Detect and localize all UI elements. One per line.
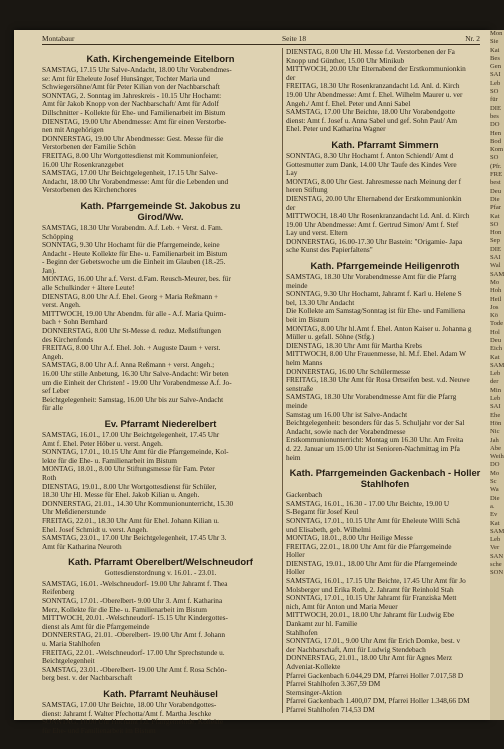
service-line: MONTAG, 8.00 Uhr hl.Amt f. Ehel. Anton Kaiser u. Johanna g — [286, 323, 472, 333]
service-line: der — [286, 202, 296, 212]
service-line: 19.00 Uhr Abendmesse: Amt f. Gertrud Simon/ Amt f. Stef — [286, 219, 459, 229]
service-text — [42, 66, 279, 195]
service-line: heim — [286, 452, 301, 462]
edge-fragment: SAI — [490, 403, 501, 411]
service-line: DONNERSTAG, 21.01., 18.00 Uhr Amt für Agnes Merz — [286, 653, 453, 663]
section-title — [42, 418, 279, 429]
service-line: SONNTAG, 17.01., 9.00 Uhr Amt für Erich Domke, best. v — [286, 636, 461, 646]
service-line: Verstorbenen des Kirchenchores — [42, 185, 137, 195]
edge-fragment: SAI — [490, 254, 501, 262]
service-line: SAMSTAG, 16.01., 17.00 Uhr Beichtgelegenheit, 17.45 Uhr — [42, 429, 220, 439]
edge-fragment: (Pfr. — [490, 162, 502, 170]
edge-fragment: DO — [490, 461, 500, 469]
section-title-line: Kath. Pfarrgemeinden Gackenbach - Holler — [289, 467, 481, 479]
edge-fragment: DO — [490, 121, 500, 129]
edge-fragment: der — [490, 378, 499, 386]
edge-fragment: Jos — [490, 303, 499, 311]
adjacent-page-edge — [490, 30, 504, 720]
section-title — [286, 467, 484, 489]
service-line: MITTWOCH, 20.00 Uhr Elternabend der Erstkommunionkin — [286, 64, 466, 74]
service-line: heren Stiftung — [286, 185, 328, 195]
service-line: Andacht, 18.00 Uhr Vorabendmesse: Amt für die Lebenden und — [42, 176, 229, 186]
section-title-line: Ev. Pfarramt Niederelbert — [104, 417, 217, 429]
edge-fragment: a. — [490, 502, 495, 510]
service-text — [286, 273, 484, 462]
service-line: FREITAG, 8.00 Uhr Wortgottesdienst mit Kommunionfeier, — [42, 150, 218, 160]
service-line: DIENSTAG, 19.00 Uhr Abendmesse: Amt für einen Verstorbe- — [42, 116, 227, 126]
service-line: Molsberger und Erika Roth, 2. Jahramt für Reinhold Stah — [286, 584, 454, 594]
section-title-line: Stahlhofen — [360, 478, 410, 490]
edge-fragment: Nic — [490, 428, 500, 436]
edge-fragment: DIE — [490, 104, 501, 112]
parish-section — [42, 688, 279, 735]
parish-section — [42, 418, 279, 551]
edge-fragment: Heil — [490, 295, 502, 303]
service-line: Angeh./ Amt f. Ehel. Peter und Anni Sabel — [286, 98, 411, 108]
service-text — [42, 580, 279, 683]
edge-fragment: Die — [490, 494, 500, 502]
header-town: Montabaur — [42, 34, 75, 43]
service-line: senstraße — [286, 383, 314, 393]
service-line: SAMSTAG, 18.30 Uhr Vorabendm. A.f. Leb. + Verst. d. Fam. — [42, 222, 223, 232]
service-line: Angeh. — [42, 351, 64, 361]
edge-fragment: Kom — [490, 146, 504, 154]
service-line: DONNERSTAG, 16.00-17.30 Uhr Bastein: "Origamie- Japa — [286, 236, 463, 246]
service-line: dienst: Jahramt f. Walter Pfechotta/Amt f. Martha Jeschke — [42, 708, 212, 718]
service-line: Ehel. Josef Schmidt u. verst. Angeh. — [42, 524, 148, 534]
service-line: MONTAG, 16.00 Uhr a.f. Verst. d.Fam. Reusch-Meurer, bes. für — [42, 274, 231, 284]
section-title — [42, 556, 279, 567]
header-page-number: Seite 18 — [282, 34, 307, 43]
service-line: und Elisabeth, geb. Wilhelmi — [286, 524, 371, 534]
service-line: 18.30 Uhr Hl. Messe für Ehel. Jakob Kilian u. Angeh. — [42, 490, 200, 500]
service-line: DIENSTAG, 8.00 Uhr A.f. Ehel. Georg + Maria Reßmann + — [42, 291, 219, 301]
service-line: dienst als Amt für die Pfarrgemeinde — [42, 621, 150, 631]
service-line: Pfarrei Stahlhofen 714,53 DM — [286, 704, 375, 714]
section-title-line: Girod/Ww. — [137, 210, 184, 222]
page-header — [42, 33, 480, 45]
service-line: FREITAG, 18.30 Uhr Rosenkranzandacht l.d. Anl. d. Kirch — [286, 81, 460, 91]
service-line: SONNTAG, 8.30 Uhr Hochamt f. Anton Schiendl/ Amt d — [286, 150, 454, 160]
parish-section — [42, 53, 279, 195]
service-line: FREITAG, 18.30 Uhr Amt für Rosa Ortseifen best. v.d. Neuwe — [286, 375, 470, 385]
service-line: meinde — [286, 400, 308, 410]
service-line: FREITAG, 8.00 Uhr A.f. Ehel. Joh. + Auguste Daum + verst. — [42, 343, 221, 353]
edge-fragment: Hön — [490, 419, 502, 427]
parish-section — [286, 139, 484, 255]
service-line: MITTWOCH, 18.40 Uhr Rosenkranzandacht l.d. Anl. d. Kirch — [286, 211, 470, 221]
service-line: Uhr Meßdienerstunde — [42, 507, 106, 517]
service-line: Jan). — [42, 265, 56, 275]
service-line: SAMSTAG, 17.15 Uhr Salve-Andacht, 18.00 Uhr Vorabendmes- — [42, 65, 232, 74]
edge-fragment: Kai — [490, 46, 500, 54]
service-line: helm Manns — [286, 358, 323, 367]
service-line: beit im Bistum — [286, 315, 330, 325]
service-text — [286, 152, 484, 255]
section-title-line: Kath. Pfarramt Neuhäusel — [103, 688, 218, 699]
service-line: SAMSTAG, 8.00 Uhr A.f. Anna Reßmann + verst. Angeh.; — [42, 360, 215, 370]
service-line: MITTWOCH, 8.00 Uhr Frauenmesse, hl. M.f. Ehel. Adam W — [286, 349, 467, 359]
edge-fragment: sche — [490, 561, 502, 568]
parish-section — [42, 556, 279, 683]
edge-fragment: Deu — [490, 336, 501, 344]
service-line: Dankamt zur hl. Familie — [286, 619, 358, 629]
service-line: Holler — [286, 550, 305, 560]
service-line: FREITAG, 22.01., 18.30 Uhr Amt für Ehel. Johann Kilian u. — [42, 515, 219, 525]
edge-fragment: DIE — [490, 245, 501, 253]
service-line: MONTAG, 8.00 Uhr Gest. Jahresmesse nach Meinung der f — [286, 176, 462, 186]
service-line: Verstorbenen der Familie Schön — [42, 142, 136, 152]
section-title-line: Kath. Pfarramt Simmern — [331, 138, 439, 150]
edge-fragment: Jah — [490, 436, 499, 444]
service-line: d. 22. Januar um 15.00 Uhr ist Senioren-Nachmittag im Pfa — [286, 443, 460, 453]
edge-fragment: SO — [490, 88, 499, 96]
service-line: SAMSTAG, 17.00 Uhr Beichte, 18.00 Uhr Vorabendgotte — [286, 107, 455, 117]
edge-fragment: bes — [490, 112, 499, 120]
service-line: DIENSTAG, 20.00 Uhr Elternabend der Erstkommunionkin — [286, 193, 462, 203]
edge-fragment: Bod — [490, 137, 501, 145]
service-line: Amt für Jakob Knopp von der Nachbarschaft/ Amt für Adolf — [42, 99, 219, 109]
edge-fragment: Kat — [490, 212, 500, 220]
service-line: SAMSTAG, 18.30 Uhr Vorabendmesse Amt für die Pfarrg — [286, 272, 457, 282]
edge-fragment: SAI — [490, 71, 501, 79]
edge-fragment: SAM — [490, 270, 504, 278]
section-title — [286, 139, 484, 150]
service-line: für Ehe- und Familienarbeit im Bistum — [42, 725, 156, 735]
service-line: Gackenbach — [286, 490, 323, 500]
service-line: DONNERSTAG, 19.00 Uhr Abendmesse: Gest. Messe für die — [42, 133, 224, 143]
service-line: der — [286, 72, 296, 82]
service-line: Knopp und Günther, 15.00 Uhr Minikub — [286, 55, 405, 65]
service-line: MONTAG, 18.01., 8.00 Uhr Heilige Messe — [286, 533, 413, 543]
service-line: 16.00 Uhr stille Anbetung, 16.30 Uhr Salve-Andacht: Wir beten — [42, 369, 229, 378]
service-line: Dillschnitter - Kollekte für Ehe- und Familienarbeit im Bistum — [42, 107, 226, 117]
service-line: Beichtgelegenheit — [42, 656, 95, 666]
parish-section — [286, 467, 484, 714]
edge-fragment: Gen — [490, 63, 501, 71]
service-line: SONNTAG, 2. Sonntag im Jahreskreis - 10.15 Uhr Hochamt: — [42, 90, 222, 100]
service-line: Reifenberg — [42, 587, 75, 597]
service-line: Beichtgelegenheit: besonders für das 5. Schuljahr vor der Sal — [286, 418, 465, 428]
service-line: Holler — [286, 567, 305, 577]
parish-section — [286, 48, 484, 134]
service-text — [42, 431, 279, 551]
section-title-line: Kath. Pfarrgemeinde Heiligenroth — [310, 260, 460, 272]
edge-fragment: best — [490, 179, 501, 187]
service-line: u. Maria Stahlhofen — [42, 639, 101, 649]
service-line: um die Einheit der Christen! - 19.00 Uhr Vorabendmesse A.f. Jo- — [42, 377, 232, 387]
service-line: DONNERSTAG, 21.01. -Oberelbert- 19.00 Uhr Amt f. Johann — [42, 630, 226, 640]
service-line: Müller u. gefall. Söhne (Stfg.) — [286, 332, 375, 342]
service-line: alle Schulkinder + ältere Leute! — [42, 283, 135, 293]
edge-fragment: SAM — [490, 361, 504, 369]
service-line: verst. Angeh. — [42, 300, 81, 310]
service-line: Lay — [286, 168, 298, 178]
service-line: SONNTAG, 10.00 Uhr Hochamt f.d. Pfarrgemeinde, Kollekte — [42, 717, 224, 727]
service-line: bach + Sohn Bernhard — [42, 317, 108, 327]
service-line: für alle — [42, 403, 63, 413]
service-line: Adveniat-Kollekte — [286, 662, 341, 671]
service-line: MITTWOCH, 19.00 Uhr Abendm. für alle - A.f. Maria Quirm- — [42, 308, 227, 318]
service-line: SAMSTAG, 17.00 Uhr Beichtgelegenheit, 17.15 Uhr Salve- — [42, 168, 218, 178]
edge-fragment: Kat — [490, 519, 500, 527]
edge-fragment: Ehe — [490, 411, 501, 419]
edge-fragment: Wa — [490, 486, 499, 494]
edge-fragment: Ver — [490, 544, 500, 552]
service-line: Amt f. Ehel. Peter Höber u. verst. Angeh. — [42, 438, 163, 448]
edge-fragment: Leb — [490, 370, 501, 378]
service-line: SAMSTAG, 16.01., 17.15 Uhr Beichte, 17.45 Uhr Amt für Jo — [286, 576, 466, 586]
service-line: Andacht - Heute Kollekte für Ehe- u. Familienarbeit im Bistum — [42, 248, 228, 258]
edge-fragment: Min — [490, 386, 501, 394]
service-line: S-Begamt für Josef Keul — [286, 507, 359, 517]
right-column — [286, 48, 484, 715]
service-text — [286, 491, 484, 714]
service-line: 16.00 Uhr Rosenkranzgebet — [42, 159, 124, 169]
service-line: nich, Amt für Anton und Maria Meuer — [286, 601, 398, 611]
edge-fragment: Weih — [490, 453, 504, 461]
service-line: MITTWOCH, 20.01., 18.00 Uhr Jahramt für Ludwig Ebe — [286, 610, 455, 620]
edge-fragment: SAN — [490, 552, 504, 560]
service-line: des Kirchenfonds — [42, 334, 94, 344]
edge-fragment: Sie — [490, 38, 499, 46]
service-line: meinde — [286, 280, 308, 290]
edge-fragment: Mo — [490, 469, 500, 477]
service-line: Beichtgelegenheit: Samstag, 16.00 Uhr bis zur Salve-Andacht — [42, 394, 224, 404]
edge-fragment: Leb — [490, 536, 501, 544]
edge-fragment: SON — [490, 569, 504, 577]
service-line: DONNERSTAG, 8.00 Uhr St-Messe d. reduz. Meßstiftungen — [42, 326, 221, 336]
edge-fragment: Hen — [490, 129, 501, 137]
service-line: lekte für die Ehe- u. Familienarbeit im Bistum — [42, 455, 177, 465]
service-line: SAMSTAG, 16.01., 16.30 - 17.00 Uhr Beichte, 19.00 U — [286, 498, 450, 508]
service-line: Amt für Katharina Neuroth — [42, 541, 122, 551]
edge-fragment: Ev — [490, 511, 498, 519]
service-line: DIENSTAG, 19.01., 8.00 Uhr Wortgottesdienst für Schüler, — [42, 481, 217, 491]
service-line: dienst: Amt f. Josef u. Anna Sabel und gef. Sohn Paul/ Am — [286, 115, 458, 125]
edge-fragment: SO — [490, 154, 499, 162]
edge-fragment: Tode — [490, 320, 504, 328]
service-line: sche Kunst des Papierfaltens" — [286, 245, 373, 255]
service-line: SONNTAG, 17.01. -Oberelbert- 9.00 Uhr 3. Amt f. Katharina — [42, 596, 223, 606]
service-line: Schöpping — [42, 231, 74, 241]
section-subtitle: Gottesdienstordnung v. 16.01. - 23.01. — [104, 568, 217, 578]
header-issue-number: Nr. 2 — [465, 34, 480, 43]
service-line: - Beginn der Gebetswoche um die Einheit im Glauben (18.-25. — [42, 257, 226, 267]
edge-fragment: Wal — [490, 262, 501, 270]
service-line: SONNTAG, 9.30 Uhr Hochamt, Jahramt f. Karl u. Helene S — [286, 289, 462, 299]
service-line: SAMSTAG, 16.01. -Welschneudorf- 19.00 Uhr Jahramt f. Thea — [42, 578, 228, 588]
edge-fragment: Sc — [490, 478, 497, 486]
section-title-line: Kath. Pfarrgemeinde St. Jakobus zu — [80, 199, 241, 211]
service-line: Pfarrei Gackenbach 6.044,29 DM, Pfarrei Holler 7.017,58 D — [286, 670, 464, 680]
edge-fragment: Mon — [490, 30, 503, 37]
parish-section — [286, 260, 484, 462]
service-line: Roth — [42, 472, 57, 482]
service-line: nen mit Angehörigen — [42, 125, 104, 135]
service-line: FREITAG, 22.01. -Welschneudorf- 17.00 Uhr Sprechstunde u. — [42, 647, 225, 657]
edge-fragment: Eich — [490, 345, 503, 353]
service-text — [286, 48, 484, 134]
service-line: SAMSTAG, 23.01., 17.00 Uhr Beichtgelegenheit, 17.45 Uhr 3. — [42, 533, 227, 543]
service-line: sef Leber — [42, 386, 70, 396]
edge-fragment: Hoh — [490, 287, 502, 295]
service-line: 19.00 Uhr Abendmesse: Amt f. Ehel. Wilhelm Maurer u. ver — [286, 89, 463, 99]
service-line: SAMSTAG, 17.00 Uhr Beichte, 18.00 Uhr Vorabendgottes- — [42, 700, 217, 709]
edge-fragment: Kat — [490, 353, 500, 361]
service-line: Sternsinger-Aktion — [286, 687, 342, 697]
service-line: SONNTAG, 17.01., 10.15 Uhr Amt für die Pfarrgemeinde, Kol- — [42, 447, 229, 457]
service-line: Merz, Kollekte für die Ehe- u. Familienarbeit im Bistum — [42, 604, 207, 614]
service-line: DONNERSTAG, 16.00 Uhr Schülermesse — [286, 366, 411, 376]
edge-fragment: Mo — [490, 278, 500, 286]
service-line: MITTWOCH, 20.01. -Welschneudorf- 15.15 Uhr Kindergottes- — [42, 613, 228, 623]
service-line: DONNERSTAG, 21.01., 14.30 Uhr Kommunionunterricht, 15.30 — [42, 498, 234, 508]
service-line: der Nachbarschaft, Amt für Ludwig Stendebach — [286, 644, 426, 654]
edge-fragment: Bes — [490, 54, 500, 62]
section-title — [42, 688, 279, 699]
service-line: SAMSTAG, 23.01. -Oberelbert- 19.00 Uhr Amt f. Rosa Schön- — [42, 664, 227, 674]
service-line: Lay und verst. Eltern — [286, 228, 348, 238]
service-text — [42, 701, 279, 735]
edge-fragment: Hon — [490, 229, 502, 237]
edge-fragment: Leb — [490, 395, 501, 403]
service-line: Erstkommunionunterricht: Montag um 16.30 Uhr. Am Freita — [286, 435, 464, 445]
service-line: MONTAG, 18.01., 8.00 Uhr Stiftungsmesse für Fam. Peter — [42, 464, 215, 474]
service-text — [42, 224, 279, 413]
service-line: Pfarrei Stahlhofen 3.367,59 DM — [286, 679, 381, 689]
edge-fragment: Hol — [490, 328, 500, 336]
parish-section — [42, 200, 279, 413]
service-line: DIENSTAG, 8.00 Uhr Hl. Messe f.d. Verstorbenen der Fa — [286, 47, 455, 56]
edge-fragment: für — [490, 96, 498, 104]
service-line: Andacht, sowie nach der Vorabendmesse — [286, 426, 406, 436]
service-line: FREITAG, 22.01., 18.00 Uhr Amt für die Pfarrgemeinde — [286, 541, 452, 551]
service-line: Schwiegersöhne/Amt für Peter Kilian von der Nachbarschaft — [42, 82, 220, 92]
service-line: DIENSTAG, 18.30 Uhr Amt für Martha Krebs — [286, 340, 423, 350]
section-title — [286, 260, 484, 271]
service-line: Stahlhofen — [286, 627, 318, 637]
edge-fragment: Leb — [490, 79, 501, 87]
section-title-line: Kath. Kirchengemeinde Eitelborn — [86, 53, 235, 64]
service-line: SONNTAG, 9.30 Uhr Hochamt für die Pfarrgemeinde, keine — [42, 240, 220, 250]
service-line: SONNTAG, 17.01., 10.15 Uhr Jahramt für Franziska Mett — [286, 593, 457, 603]
edge-fragment: Die — [490, 195, 500, 203]
left-column — [42, 48, 279, 735]
newspaper-page — [14, 30, 490, 735]
edge-fragment: SO — [490, 220, 499, 228]
section-title — [42, 53, 279, 64]
column-divider — [282, 48, 283, 713]
service-line: berg best. v. der Nachbarschaft — [42, 673, 133, 683]
edge-fragment: Sep — [490, 237, 500, 245]
service-line: se: Amt für Eheleute Josef Hunsänger, Tochter Maria und — [42, 73, 210, 83]
service-line: Die Kollekte am Samstag/Sonntag ist für Ehe- und Familiena — [286, 306, 466, 316]
section-title — [42, 200, 279, 222]
service-line: Gottesmutter zum Dank, 14.00 Uhr Taufe des Kindes Vere — [286, 159, 457, 169]
section-title-line: Kath. Pfarramt Oberelbert/Welschneudorf — [68, 556, 253, 568]
service-line: bel, 13.30 Uhr Andacht — [286, 297, 355, 307]
edge-fragment: Deu — [490, 187, 501, 195]
service-line: Pfarrei Gackenbach 1.400,07 DM, Pfarrei Holler 1.348,66 DM — [286, 696, 470, 706]
service-line: SAMSTAG, 18.30 Uhr Vorabendmesse Amt für die Pfarrg — [286, 392, 457, 402]
service-line: Ehel. Peter und Katharina Wagner — [286, 124, 386, 134]
edge-fragment: Kö — [490, 312, 499, 320]
edge-fragment: Abe — [490, 444, 501, 452]
service-line: SONNTAG, 17.01., 10.15 Uhr Amt für Eheleute Willi Schä — [286, 515, 460, 525]
edge-fragment: FRE — [490, 171, 503, 179]
edge-fragment: Pfar — [490, 204, 501, 212]
edge-fragment: SAM — [490, 527, 504, 535]
service-line: DIENSTAG, 19.01., 18.00 Uhr Amt für die Pfarrgemeinde — [286, 558, 458, 568]
service-line: Samstag um 16.00 Uhr ist Salve-Andacht — [286, 409, 408, 419]
